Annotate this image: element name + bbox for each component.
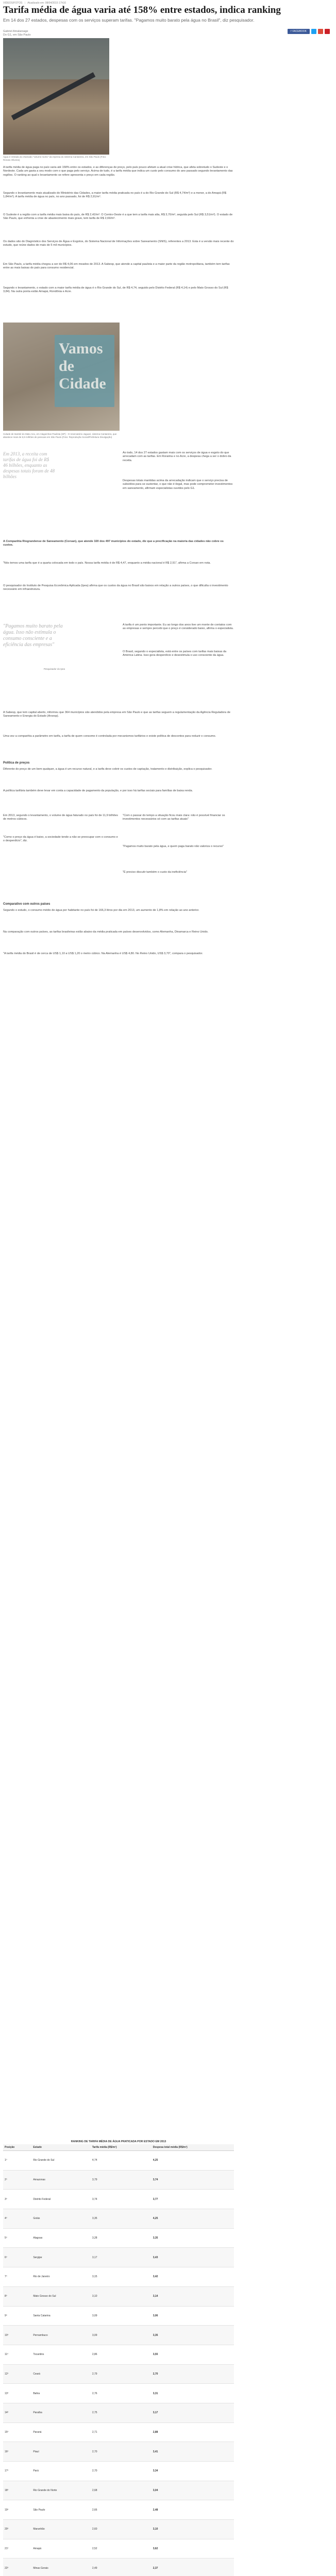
cell-position: 16º xyxy=(3,2442,31,2462)
cell-tariff: 3,09 xyxy=(91,2326,152,2345)
cell-state: Maranhão xyxy=(31,2520,91,2539)
cell-tariff: 3,09 xyxy=(91,2306,152,2326)
cell-state: Paraíba xyxy=(31,2403,91,2422)
cell-expense: 3,42 xyxy=(152,2267,234,2287)
cell-state: Bahia xyxy=(31,2384,91,2403)
article-byline xyxy=(3,30,31,37)
block-quote-3: "É preciso discutir também o custo da ineficiência" xyxy=(123,871,187,874)
table-row xyxy=(3,2190,234,2209)
twitter-icon[interactable] xyxy=(311,29,316,34)
cell-state: Rio de Janeiro xyxy=(31,2267,91,2287)
paragraph-6: Segundo o levantamento, o estado com a maior tarifa média de água é o Rio Grande do Sul, de R$ 4,74, seguido pelo Distrito Federal (R$ 4,14) e pelo Mato Grosso do Sul (R$ 3,84). Na outra ponta estão Amapá, Rondônia e Acre. xyxy=(3,286,228,294)
paragraph-10: "Nós temos uma tarifa que é a quarta colocada em todo o país. Nossa tarifa média é de R$ 4,47, enquanto a média nacional é R$ 2,91", afirma a Corsan em nota. xyxy=(3,562,211,565)
table-row xyxy=(3,2500,234,2520)
cell-position: 15º xyxy=(3,2422,31,2442)
paragraph-13: O Brasil, segundo o especialista, está entre os países com tarifas mais baixas da América Latina. Isso gera desperdício e desestimula o uso consciente da água. xyxy=(123,650,227,657)
cell-tariff: 2,79 xyxy=(91,2364,152,2384)
paragraph-9: A Companhia Riograndense de Saneamento (Corsan), que atende 320 dos 497 municípios do estado, diz que a precificação na maioria das cidades não cobre os custos. xyxy=(3,540,224,547)
cell-tariff: 2,70 xyxy=(91,2442,152,2462)
cell-expense: 3,35 xyxy=(152,2228,234,2248)
cell-state: Tocantins xyxy=(31,2345,91,2364)
cell-expense: 3,04 xyxy=(152,2481,234,2500)
cell-position: 12º xyxy=(3,2364,31,2384)
cell-state: Santa Catarina xyxy=(31,2306,91,2326)
cell-position: 8º xyxy=(3,2286,31,2306)
paragraph-5: Em São Paulo, a tarifa média chegou a ser de R$ 4,06 em meados de 2013. A Sabesp, que atende a capital paulista e a maior parte da região metropolitana, também tem tarifas entre as mais baixas do país para consumo residencial. xyxy=(3,263,230,270)
paragraph-12: A tarifa é um ponto importante. Eu ao longo dos anos tive um monte de contatos com as empresas e sempre percebi que o preço é considerado baixo, afirma o especialista. xyxy=(123,623,234,631)
cell-tariff: 3,28 xyxy=(91,2228,152,2248)
cell-state: Ceará xyxy=(31,2364,91,2384)
cell-tariff: 2,66 xyxy=(91,2500,152,2520)
paragraph-21: Na comparação com outros países, as tarifas brasileiras estão abaixo da média praticada em países desenvolvidos, como Alemanha, Dinamarca e Reino Unido. xyxy=(3,930,209,934)
block-quote-2: "Pagamos muito barato pela água, e quem paga barato não valoriza o recurso" xyxy=(123,845,224,848)
cell-tariff: 3,17 xyxy=(91,2248,152,2267)
cell-expense: 3,77 xyxy=(152,2190,234,2209)
table-row xyxy=(3,2384,234,2403)
facebook-share-label: FACEBOOK xyxy=(292,30,307,33)
cell-state: Amapá xyxy=(31,2539,91,2558)
paragraph-1: A tarifa média de água paga no país varia até 158% entre os estados, e as diferenças de preço, pelo país pouco afetam a atual crise hídrica, que afeta sobretudo o Sudeste e o Nordeste. Cada um gasta a seu modo com o que paga pelo serviço. Acima de tudo, é a tarifa média que indica um custo pelo consumo do ano passado segundo levantamento das regiões. O ranking ao qual o levantamento se refere apresenta o preço em cada região. xyxy=(3,166,233,177)
cell-state: Mato Grosso do Sul xyxy=(31,2286,91,2306)
cell-expense: 4,25 xyxy=(152,2209,234,2229)
cell-expense: 2,37 xyxy=(152,2558,234,2576)
cell-expense: 3,14 xyxy=(152,2286,234,2306)
table-row xyxy=(3,2462,234,2481)
cell-expense: 2,88 xyxy=(152,2422,234,2442)
cell-tariff: 3,35 xyxy=(91,2209,152,2229)
cell-tariff: 2,68 xyxy=(91,2481,152,2500)
table-row xyxy=(3,2306,234,2326)
cell-position: 13º xyxy=(3,2384,31,2403)
section-heading-1: Política de preços xyxy=(3,761,30,765)
cell-tariff: 3,74 xyxy=(91,2190,152,2209)
table-row xyxy=(3,2442,234,2462)
paragraph-7: Ao todo, 14 dos 27 estados gastam mais com os serviços de água e esgoto do que arrecadam com as tarifas. Em Roraima e no Acre, a despesa chega a ser o dobro da receita. xyxy=(123,451,231,462)
cell-expense: 3,10 xyxy=(152,2520,234,2539)
table-row xyxy=(3,2520,234,2539)
cell-expense: 3,06 xyxy=(152,2306,234,2326)
cell-expense: 3,35 xyxy=(152,2326,234,2345)
cell-position: 11º xyxy=(3,2345,31,2364)
ranking-table-body xyxy=(3,2151,234,2576)
cell-state: Sergipe xyxy=(31,2248,91,2267)
cell-tariff: 2,75 xyxy=(91,2403,152,2422)
cell-position: 9º xyxy=(3,2306,31,2326)
paragraph-22: "A tarifa média do Brasil é de cerca de US$ 1,10 a US$ 1,20 o metro cúbico. Na Alemanha é US$ 4,80. No Reino Unido, US$ 3,70", compara o pesquisador. xyxy=(3,952,203,955)
cell-tariff: 2,52 xyxy=(91,2539,152,2558)
paragraph-20: Segundo o estudo, o consumo médio de água por habitante no país foi de 166,3 litros por dia em 2013, um aumento de 1,8% em relação ao ano anterior. xyxy=(3,909,199,912)
table-row xyxy=(3,2151,234,2171)
outlet-name: Do G1, em São Paulo xyxy=(3,33,31,37)
cell-expense: 4,25 xyxy=(152,2151,234,2171)
cell-state: Paraná xyxy=(31,2422,91,2442)
article-lead: Em 14 dos 27 estados, despesas com os serviços superam tarifas. "Pagamos muito barato pela água no Brasil", diz pesquisador. xyxy=(3,18,255,23)
cell-position: 1º xyxy=(3,2151,31,2171)
cell-state: Pará xyxy=(31,2462,91,2481)
table-row xyxy=(3,2364,234,2384)
cell-state: Piauí xyxy=(31,2442,91,2462)
author-name[interactable]: Gabriel Amalaroage xyxy=(3,30,28,33)
table-row xyxy=(3,2403,234,2422)
table-row xyxy=(3,2228,234,2248)
paragraph-16: Diferente do preço de um bem qualquer, a água é um recurso natural, e a tarifa deve cobrir os custos de captação, tratamento e distribuição, explica o pesquisador. xyxy=(3,768,212,771)
cell-expense: 3,31 xyxy=(152,2384,234,2403)
table-row xyxy=(3,2558,234,2576)
pinterest-icon[interactable] xyxy=(325,29,330,34)
table-row xyxy=(3,2267,234,2287)
pull-quote-1: Em 2013, a receita com tarifas de água foi de R$ 46 bilhões, enquanto as despesas totais foram de 48 bilhões xyxy=(3,451,55,479)
cell-tariff: 3,15 xyxy=(91,2267,152,2287)
paragraph-14: A Sabesp, que tem capital aberto, informou que 364 municípios são atendidos pela empresa em São Paulo e que as tarifas seguem a regulamentação da Agência Reguladora de Saneamento e Energia do Estado (Arsesp). xyxy=(3,711,230,718)
cell-expense: 3,43 xyxy=(152,2248,234,2267)
col-header-state: Estado xyxy=(31,2144,91,2151)
table-row xyxy=(3,2422,234,2442)
paragraph-3: O Sudeste é a região com a tarifa média mais baixa do país, de R$ 2,42/m³. O Centro-Oeste é a que tem a tarifa mais alta, R$ 3,70/m³, seguida pelo Sul (R$ 3,51/m³). O estado de São Paulo, que enfrenta a crise de abastecimento mais grave, tem tarifa de R$ 2,69/m³. xyxy=(3,213,233,221)
cell-tariff: 2,71 xyxy=(91,2422,152,2442)
hero-pipe xyxy=(11,72,96,120)
cell-state: Minas Gerais xyxy=(31,2558,91,2576)
cell-tariff: 4,74 xyxy=(91,2151,152,2171)
cell-position: 4º xyxy=(3,2209,31,2229)
cell-expense: 3,55 xyxy=(152,2345,234,2364)
cell-tariff: 2,60 xyxy=(91,2520,152,2539)
cell-position: 21º xyxy=(3,2539,31,2558)
reservoir-photo-caption: Cidade de Itambé do Mato Ano, em Alagoinhas Paulista (SP) - O reservatório Jaguari, sistema Cantareira, que abastece mais de 8,9 milhões de pessoas em São Paulo (Foto: Reprodução Social/Prefeitura Divulgação) xyxy=(3,433,117,438)
col-header-expense: Despesa total média (R$/m³) xyxy=(152,2144,234,2151)
paragraph-18: Em 2013, segundo o levantamento, o volume de água faturado no país foi de 11,9 bilhões de metros cúbicos. xyxy=(3,814,118,821)
cell-expense: 3,17 xyxy=(152,2403,234,2422)
cell-position: 17º xyxy=(3,2462,31,2481)
cell-position: 22º xyxy=(3,2558,31,2576)
paragraph-2: Segundo o levantamento mais atualizado do Ministério das Cidades, a maior tarifa média praticada no país é a do Rio Grande do Sul (R$ 4,74/m³) e a menor, a do Amapá (R$ 1,84/m³). A tarifa média de água no país, no ano passado, foi de R$ 2,91/m³. xyxy=(3,192,227,199)
table-row xyxy=(3,2170,234,2190)
ranking-header-row xyxy=(3,2144,234,2151)
cell-position: 18º xyxy=(3,2481,31,2500)
article-title: Tarifa média de água varia até 158% entre estados, indica ranking xyxy=(3,5,281,15)
reservoir-photo xyxy=(3,323,120,431)
reservoir-mural xyxy=(55,335,114,407)
cell-tariff: 2,49 xyxy=(91,2558,152,2576)
facebook-share-button[interactable] xyxy=(288,29,310,34)
table-row xyxy=(3,2481,234,2500)
cell-position: 6º xyxy=(3,2248,31,2267)
cell-position: 5º xyxy=(3,2228,31,2248)
pull-quote-2: "Pagamos muito barato pela água. Isso não estimula o consumo consciente e a eficiência das empresas" xyxy=(3,623,63,648)
breadcrumb-separator: | xyxy=(24,2,26,5)
cell-position: 3º xyxy=(3,2190,31,2209)
col-header-tariff: Tarifa média (R$/m³) xyxy=(91,2144,152,2151)
table-row xyxy=(3,2326,234,2345)
google-plus-icon[interactable] xyxy=(318,29,323,34)
block-quote-1: "Com o passar do tempo a situação ficou mais clara: não é possível financiar os investimentos necessários só com as tarifas atuais" xyxy=(123,814,225,821)
cell-state: Alagoas xyxy=(31,2228,91,2248)
paragraph-4: Os dados são do Diagnóstico dos Serviços de Água e Esgotos, do Sistema Nacional de Informações sobre Saneamento (SNIS), referentes a 2013. Esta é a versão mais recente do estudo, que reúne dados de mais de 5 mil municípios. xyxy=(3,240,234,247)
ranking-table-title: RANKING DE TARIFA MÉDIA DE ÁGUA PRATICADA POR ESTADO EM 2013 xyxy=(71,2140,166,2143)
cell-position: 14º xyxy=(3,2403,31,2422)
cell-tariff: 3,10 xyxy=(91,2286,152,2306)
section-heading-2: Comparativo com outros países xyxy=(3,903,51,906)
cell-expense: 2,48 xyxy=(152,2500,234,2520)
breadcrumb-section[interactable]: VIDEOS/FOTOS xyxy=(3,2,23,5)
table-row xyxy=(3,2209,234,2229)
cell-position: 2º xyxy=(3,2170,31,2190)
cell-expense: 3,62 xyxy=(152,2539,234,2558)
facebook-icon: f xyxy=(291,30,292,33)
col-header-position: Posição xyxy=(3,2144,31,2151)
ranking-table-block xyxy=(3,2140,234,2576)
cell-tariff: 3,79 xyxy=(91,2170,152,2190)
cell-expense: 3,41 xyxy=(152,2442,234,2462)
cell-tariff: 2,86 xyxy=(91,2345,152,2364)
cell-expense: 2,70 xyxy=(152,2364,234,2384)
mural-text: Vamos de Cidade xyxy=(59,340,106,392)
cell-tariff: 2,76 xyxy=(91,2384,152,2403)
cell-position: 20º xyxy=(3,2520,31,2539)
cell-expense: 3,74 xyxy=(152,2170,234,2190)
cell-position: 19º xyxy=(3,2500,31,2520)
share-bar xyxy=(288,29,330,34)
cell-state: Rio Grande do Sul xyxy=(31,2151,91,2171)
table-row xyxy=(3,2345,234,2364)
hero-photo xyxy=(3,38,109,155)
cell-state: Amazonas xyxy=(31,2170,91,2190)
cell-state: Rio Grande do Norte xyxy=(31,2481,91,2500)
breadcrumb-updated: Atualizado em: 08/04/2015 17h16 xyxy=(27,2,66,5)
paragraph-19: "Como o preço da água é baixo, a sociedade tende a não se preocupar com o consumo e o desperdício", diz. xyxy=(3,836,118,843)
cell-expense: 3,34 xyxy=(152,2462,234,2481)
cell-position: 10º xyxy=(3,2326,31,2345)
cell-state: Pernambuco xyxy=(31,2326,91,2345)
cell-state: Goiás xyxy=(31,2209,91,2229)
table-row xyxy=(3,2539,234,2558)
cell-state: Distrito Federal xyxy=(31,2190,91,2209)
table-row xyxy=(3,2248,234,2267)
ranking-table xyxy=(3,2144,234,2576)
paragraph-15: Uma vez a companhia a parâmetro em tarifa, a tarifa de quem consome é controlada por mecanismos tarifários e existe política de descontos para reduzir o consumo. xyxy=(3,735,216,738)
table-row xyxy=(3,2286,234,2306)
cell-position: 7º xyxy=(3,2267,31,2287)
cell-tariff: 2,70 xyxy=(91,2462,152,2481)
hero-caption: Água é retirada do chamado "volume morto" da represa do sistema Cantareira, em São Paulo (Foto: Renato Oliveira) xyxy=(3,156,107,161)
cell-state: São Paulo xyxy=(31,2500,91,2520)
paragraph-11: O pesquisador do Instituto de Pesquisa Econômica Aplicada (Ipea) afirma que os custos da água no Brasil são baixos em relação a outros países, o que dificulta o investimento necessário em infraestrutura. xyxy=(3,584,228,591)
pull-quote-2-author: Pesquisador do Ipea xyxy=(43,668,65,670)
paragraph-8: Despesas totais mantidas acima da arrecadação indicam que o serviço precisa de subsídios para se sustentar, o que não é ilegal, mas pode comprometer investimentos em saneamento, afirmam especialistas ouvidos pelo G1. xyxy=(123,479,233,490)
paragraph-17: A política tarifária também deve levar em conta a capacidade de pagamento da população, e por isso há tarifas sociais para famílias de baixa renda. xyxy=(3,789,193,792)
